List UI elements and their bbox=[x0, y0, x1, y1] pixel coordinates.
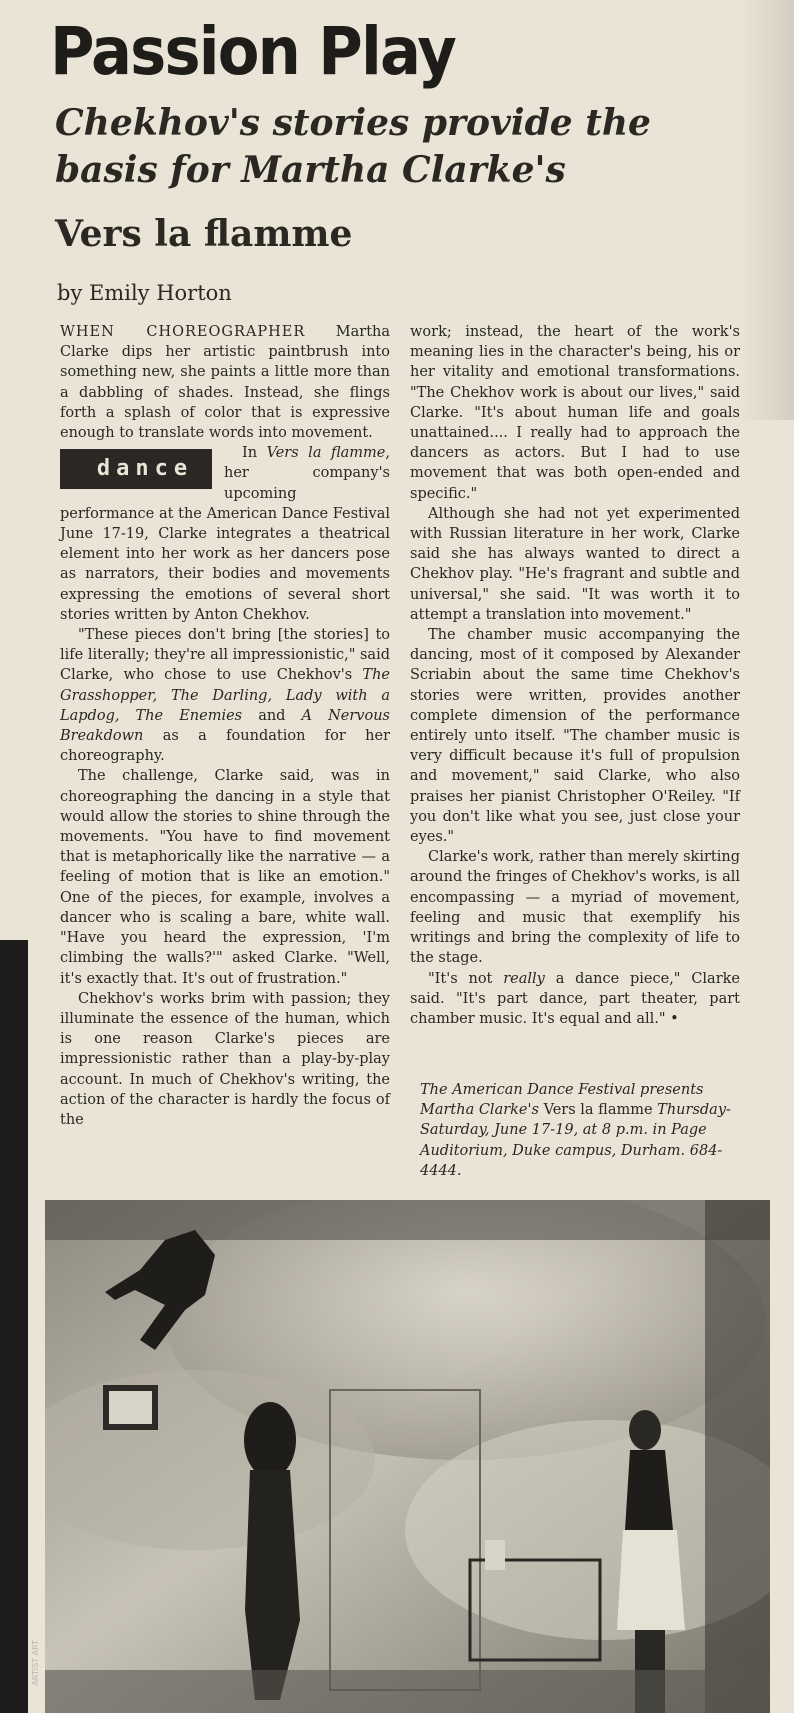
photo-credit: ARTIST ART bbox=[31, 1640, 40, 1686]
lead-in: WHEN CHOREOGRAPHER bbox=[60, 324, 306, 340]
story-title: A Nervous Breakdown bbox=[60, 707, 390, 745]
event-text: The American Dance Festival presents Martha Clarke's bbox=[420, 1082, 704, 1119]
headline: Passion Play bbox=[50, 13, 455, 90]
paragraph-text: and bbox=[242, 707, 302, 724]
show-through-shadow bbox=[740, 0, 794, 420]
performance-photo bbox=[45, 1200, 770, 1713]
subhead: Chekhov's stories provide the basis for Martha Clarke's bbox=[55, 102, 651, 191]
event-title: Vers la flamme bbox=[543, 1102, 653, 1119]
emphasis: really bbox=[503, 970, 545, 987]
paragraph-7: Although she had not yet experimented with Russian literature in her work, Clarke said she has always wanted to direct a Chekhov play. "He's fragrant and subtle and universal," she said. "It was worth it to attempt a translation into movement." bbox=[410, 505, 740, 623]
paragraph-9: Clarke's work, rather than merely skirting around the fringes of Chekhov's works, is all encompassing — a myriad of movement, feeling and music that exemplify his writings and bring the complexity of life to the stage. bbox=[410, 849, 740, 967]
paragraph-text: In bbox=[242, 445, 267, 462]
paragraph-2 bbox=[60, 443, 390, 625]
article-column-right bbox=[410, 322, 740, 1029]
dance-section-tag: dance bbox=[60, 449, 212, 489]
event-listing bbox=[420, 1080, 740, 1181]
paragraph-4: The challenge, Clarke said, was in choreographing the dancing in a style that would allow the stories to shine through the movements. "You have to find movement that is metaphorically like the narrative — a feeling of motion that is like an emotion." One of the pieces, for example, involves a dancer who is scaling a bare, white wall. "Have you heard the expression, 'I'm climbing the walls?'" asked Clarke. "Well, it's exactly that. It's out of frustration." bbox=[60, 768, 390, 987]
paragraph-6: work; instead, the heart of the work's meaning lies in the character's being, his or her vitality and emotional transformations. "The Chekhov work is about our lives," said Clarke. "It's about human life and goals unattained.... I really had to approach the dancers as actors. But I had to use movement that was both open-ended and specific." bbox=[410, 324, 740, 502]
paragraph-10 bbox=[410, 969, 740, 1030]
paragraph-text-cont: , her company's upcoming performance at the American Dance Festival June 17-19, Clarke integrates a theatrical element into her work as her dancers pose as narrators, their bodies and movements expressing the emotions of several short stories written by Anton Chekhov. bbox=[60, 445, 390, 623]
paragraph-text: as a foundation for her choreography. bbox=[60, 728, 390, 765]
paragraph-text: "It's not bbox=[428, 970, 504, 987]
title-line: Vers la flamme bbox=[55, 213, 353, 255]
photo-illustration bbox=[45, 1200, 770, 1713]
paragraph-8: The chamber music accompanying the dancing, most of it composed by Alexander Scriabin about the same time Chekhov's stories were written, provides another complete dimension of the performance entirely unto itself. "The chamber music is very difficult because it's full of propulsion and movement," said Clarke, who also praises her pianist Christopher O'Reiley. "If you don't like what you see, just close your eyes." bbox=[410, 627, 740, 846]
paragraph-1 bbox=[60, 322, 390, 443]
page-edge-bar bbox=[0, 940, 28, 1713]
paragraph-3 bbox=[60, 625, 390, 766]
byline: by Emily Horton bbox=[57, 281, 232, 305]
work-title: Vers la flamme bbox=[266, 445, 386, 462]
article-column-left bbox=[60, 322, 390, 1130]
paragraph-text: Martha Clarke dips her artistic paintbrush into something new, she paints a little more than a dabbling of shades. Instead, she flings forth a splash of color that is expressive enough to translate words into movement. bbox=[60, 324, 391, 442]
paragraph-text bbox=[60, 445, 390, 623]
paragraph-text: "These pieces don't bring [the stories] to life literally; they're all impressionistic," said Clarke, who chose to use Chekhov's bbox=[60, 627, 390, 684]
paragraph-5: Chekhov's works brim with passion; they illuminate the essence of the human, which is one reason Clarke's pieces are impressionistic rather than a play-by-play account. In much of Chekhov's writing, the action of the character is hardly the focus of the bbox=[60, 990, 390, 1128]
event-text: Thursday-Saturday, June 17-19, at 8 p.m. in Page Auditorium, Duke campus, Durham. 684-4444. bbox=[420, 1102, 731, 1179]
story-titles: The Grasshopper, The Darling, Lady with a Lapdog, The Enemies bbox=[60, 667, 390, 724]
paragraph-text: a dance piece," Clarke said. "It's part dance, part theater, part chamber music. It's equal and all." • bbox=[410, 970, 740, 1027]
